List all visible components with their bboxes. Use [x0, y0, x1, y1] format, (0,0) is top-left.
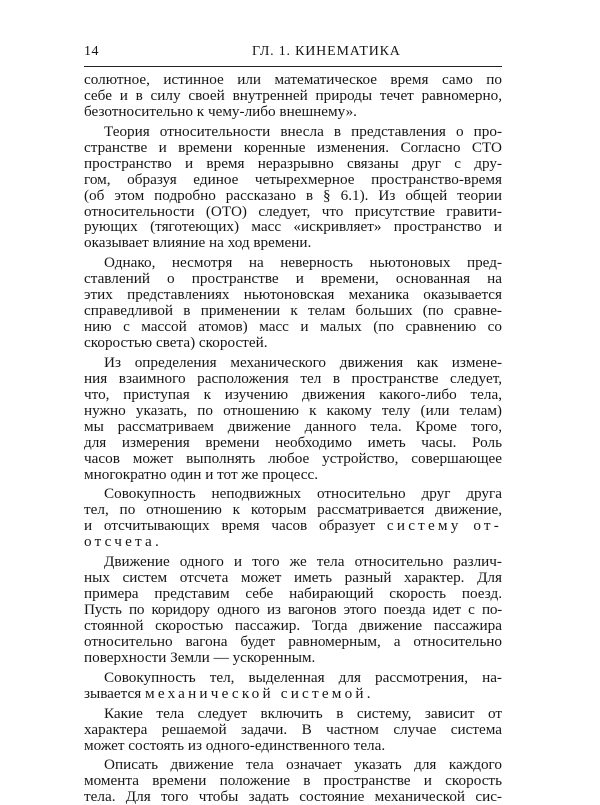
body-text	[84, 72, 502, 805]
text-line: часов может выполнять любое устройство, совершающее	[84, 449, 502, 467]
text-line: Совокупность неподвижных относительно друг друга	[104, 485, 502, 503]
paragraph	[84, 670, 502, 702]
text-line: себе и в силу своей внутренней природы течет равномерно,	[84, 86, 502, 104]
text-line: оказывает влияние на ход времени.	[84, 234, 312, 252]
text-line: Однако, несмотря на неверность ньютоновых пред-	[104, 254, 502, 272]
text-line: этих представлениях ньютоновская механика оказывается	[84, 286, 502, 304]
text-line: тела. Для того чтобы задать состояние механической сис-	[84, 788, 502, 805]
text-line: солютное, истинное или математическое время само по	[84, 71, 502, 88]
paragraph	[84, 757, 502, 805]
chapter-title: ГЛ. 1. КИНЕМАТИКА	[252, 44, 401, 59]
text-line: примера представим себе набирающий скорость поезд.	[84, 585, 502, 603]
text-line: Пусть по коридору одного из вагонов этого поезда идет с по-	[84, 601, 502, 618]
text-line: Движение одного и того же тела относительно различ-	[104, 553, 502, 571]
text-line: ставлений о пространстве и времени, основанная на	[84, 270, 502, 288]
text-line: момента времени положение в пространстве и скорость	[84, 772, 502, 790]
text-line: пространство и время неразрывно связаны друг с дру-	[84, 154, 502, 172]
paragraph	[84, 554, 502, 666]
text-line: поверхности Земли — ускоренным.	[84, 648, 316, 666]
text-line: Теория относительности внесла в представления о про-	[104, 122, 502, 140]
text-line: Из определения механического движения как измене-	[104, 353, 502, 371]
text-line: тел, по отношению к которым рассматривается движение,	[84, 501, 502, 519]
text-line	[84, 518, 502, 534]
text-line: для измерения времени необходимо иметь часы. Роль	[84, 433, 502, 451]
page-number: 14	[84, 44, 99, 59]
paragraph	[84, 355, 502, 483]
text-line: стоянной скоростью пассажир. Тогда движение пассажира	[84, 616, 502, 634]
defined-term-line: отсчета.	[84, 533, 162, 551]
book-page	[84, 40, 503, 805]
text-line: рующих (тяготеющих) масс «искривляет» пространство и	[84, 218, 502, 236]
text-line: что, приступая к изучению движения какого-либо тела,	[84, 385, 502, 403]
paragraph	[84, 486, 502, 550]
text-line	[84, 686, 502, 702]
paragraph	[84, 255, 502, 351]
paragraph	[84, 124, 502, 252]
text-line: справедливой в применении к телам больших (по сравне-	[84, 302, 502, 320]
text-line: гом, образуя единое четырехмерное пространство-время	[84, 170, 502, 188]
defined-term: систему	[386, 517, 462, 535]
paragraph	[84, 706, 502, 754]
paragraph	[84, 72, 502, 120]
text-line: скоростью света) скоростей.	[84, 334, 268, 351]
text-line: Совокупность тел, выделенная для рассмотрения, на-	[104, 668, 502, 686]
text-line: (об этом подробно рассказано в § 6.1). Из общей теории	[84, 186, 502, 204]
text-line: нужно указать, по отношению к какому телу (или телам)	[84, 401, 502, 419]
text-line: может состоять из одного-единственного тела.	[84, 736, 386, 754]
text-line: относительно вагона будет равномерным, а относительно	[84, 632, 502, 650]
text-line: многократно один и тот же процесс.	[84, 465, 319, 483]
text-line: странстве и времени коренные изменения. Согласно СТО	[84, 138, 502, 156]
text-line: характера решаемой задачи. В частном случае система	[84, 720, 502, 738]
text-segment: зывается	[84, 684, 142, 702]
defined-term: механической системой.	[145, 684, 374, 702]
defined-term: от-	[473, 517, 503, 535]
text-line: Описать движение тела означает указать для каждого	[104, 756, 502, 774]
text-line: ных систем отсчета может иметь разный характер. Для	[84, 569, 502, 587]
text-line: безотносительно к чему-либо внешнему».	[84, 102, 357, 120]
text-line: относительности (ОТО) следует, что присутствие гравити-	[84, 202, 502, 220]
text-line: Какие тела следует включить в систему, зависит от	[104, 704, 502, 722]
text-line: нию с массой атомов) масс и малых (по сравнению со	[84, 318, 502, 336]
text-segment: и отсчитывающих время часов образует	[84, 517, 376, 535]
text-line: мы рассматриваем движение данного тела. Кроме того,	[84, 417, 502, 435]
running-header	[84, 40, 502, 67]
text-line: ния взаимного расположения тел в пространстве следует,	[84, 369, 502, 387]
